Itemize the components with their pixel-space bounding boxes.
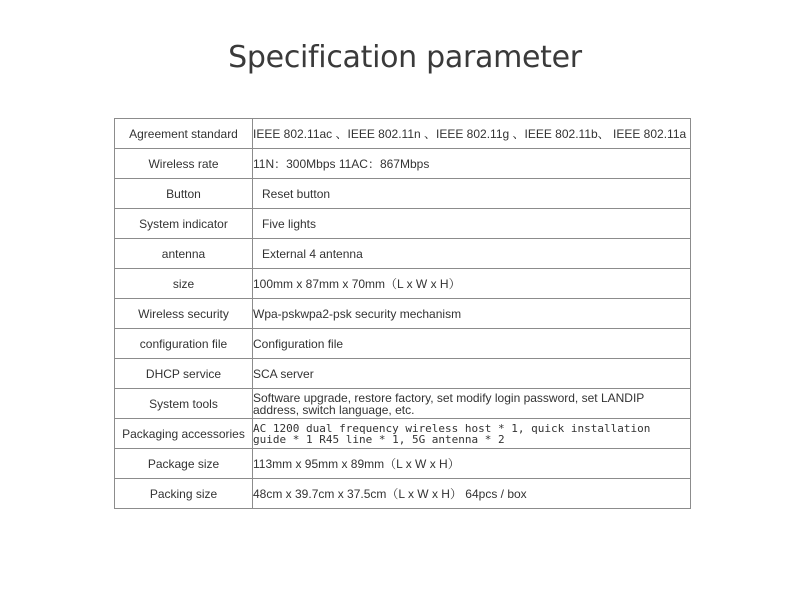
row-label: Agreement standard xyxy=(115,119,253,149)
row-value: Five lights xyxy=(253,209,691,239)
row-value: Reset button xyxy=(253,179,691,209)
table-row xyxy=(115,119,691,149)
row-label: Packing size xyxy=(115,479,253,509)
table-row xyxy=(115,209,691,239)
table-row xyxy=(115,299,691,329)
row-label: DHCP service xyxy=(115,359,253,389)
row-label: Wireless security xyxy=(115,299,253,329)
row-value: Configuration file xyxy=(253,329,691,359)
table-row xyxy=(115,239,691,269)
row-value: AC 1200 dual frequency wireless host * 1, quick installation guide * 1 R45 line * 1, 5G antenna * 2 xyxy=(253,419,691,449)
row-value: Wpa-pskwpa2-psk security mechanism xyxy=(253,299,691,329)
packing-quantity: 64pcs / box xyxy=(465,486,527,501)
row-label: Wireless rate xyxy=(115,149,253,179)
row-label: antenna xyxy=(115,239,253,269)
row-value: 48cm x 39.7cm x 37.5cm（L x W x H） xyxy=(253,486,462,501)
row-label: Packaging accessories xyxy=(115,419,253,449)
row-value: 11N：300Mbps 11AC：867Mbps xyxy=(253,149,691,179)
page-title: Specification parameter xyxy=(228,40,582,75)
table-row xyxy=(115,449,691,479)
table-row xyxy=(115,149,691,179)
row-value: External 4 antenna xyxy=(253,239,691,269)
row-value-with-suffix xyxy=(253,479,691,509)
table-row xyxy=(115,389,691,419)
row-label: System tools xyxy=(115,389,253,419)
table-row xyxy=(115,329,691,359)
table-row xyxy=(115,179,691,209)
row-label: System indicator xyxy=(115,209,253,239)
row-label: Button xyxy=(115,179,253,209)
row-label: configuration file xyxy=(115,329,253,359)
row-value: 100mm x 87mm x 70mm（L x W x H） xyxy=(253,269,691,299)
row-value: Software upgrade, restore factory, set modify login password, set LANDIP address, switch language, etc. xyxy=(253,389,691,419)
table-row xyxy=(115,269,691,299)
row-label: size xyxy=(115,269,253,299)
table-row xyxy=(115,419,691,449)
row-label: Package size xyxy=(115,449,253,479)
table-row xyxy=(115,359,691,389)
spec-table xyxy=(114,118,691,509)
row-value: IEEE 802.11ac 、IEEE 802.11n 、IEEE 802.11g 、IEEE 802.11b、 IEEE 802.11a xyxy=(253,119,691,149)
table-row xyxy=(115,479,691,509)
row-value: SCA server xyxy=(253,359,691,389)
row-value: 113mm x 95mm x 89mm（L x W x H） xyxy=(253,449,691,479)
